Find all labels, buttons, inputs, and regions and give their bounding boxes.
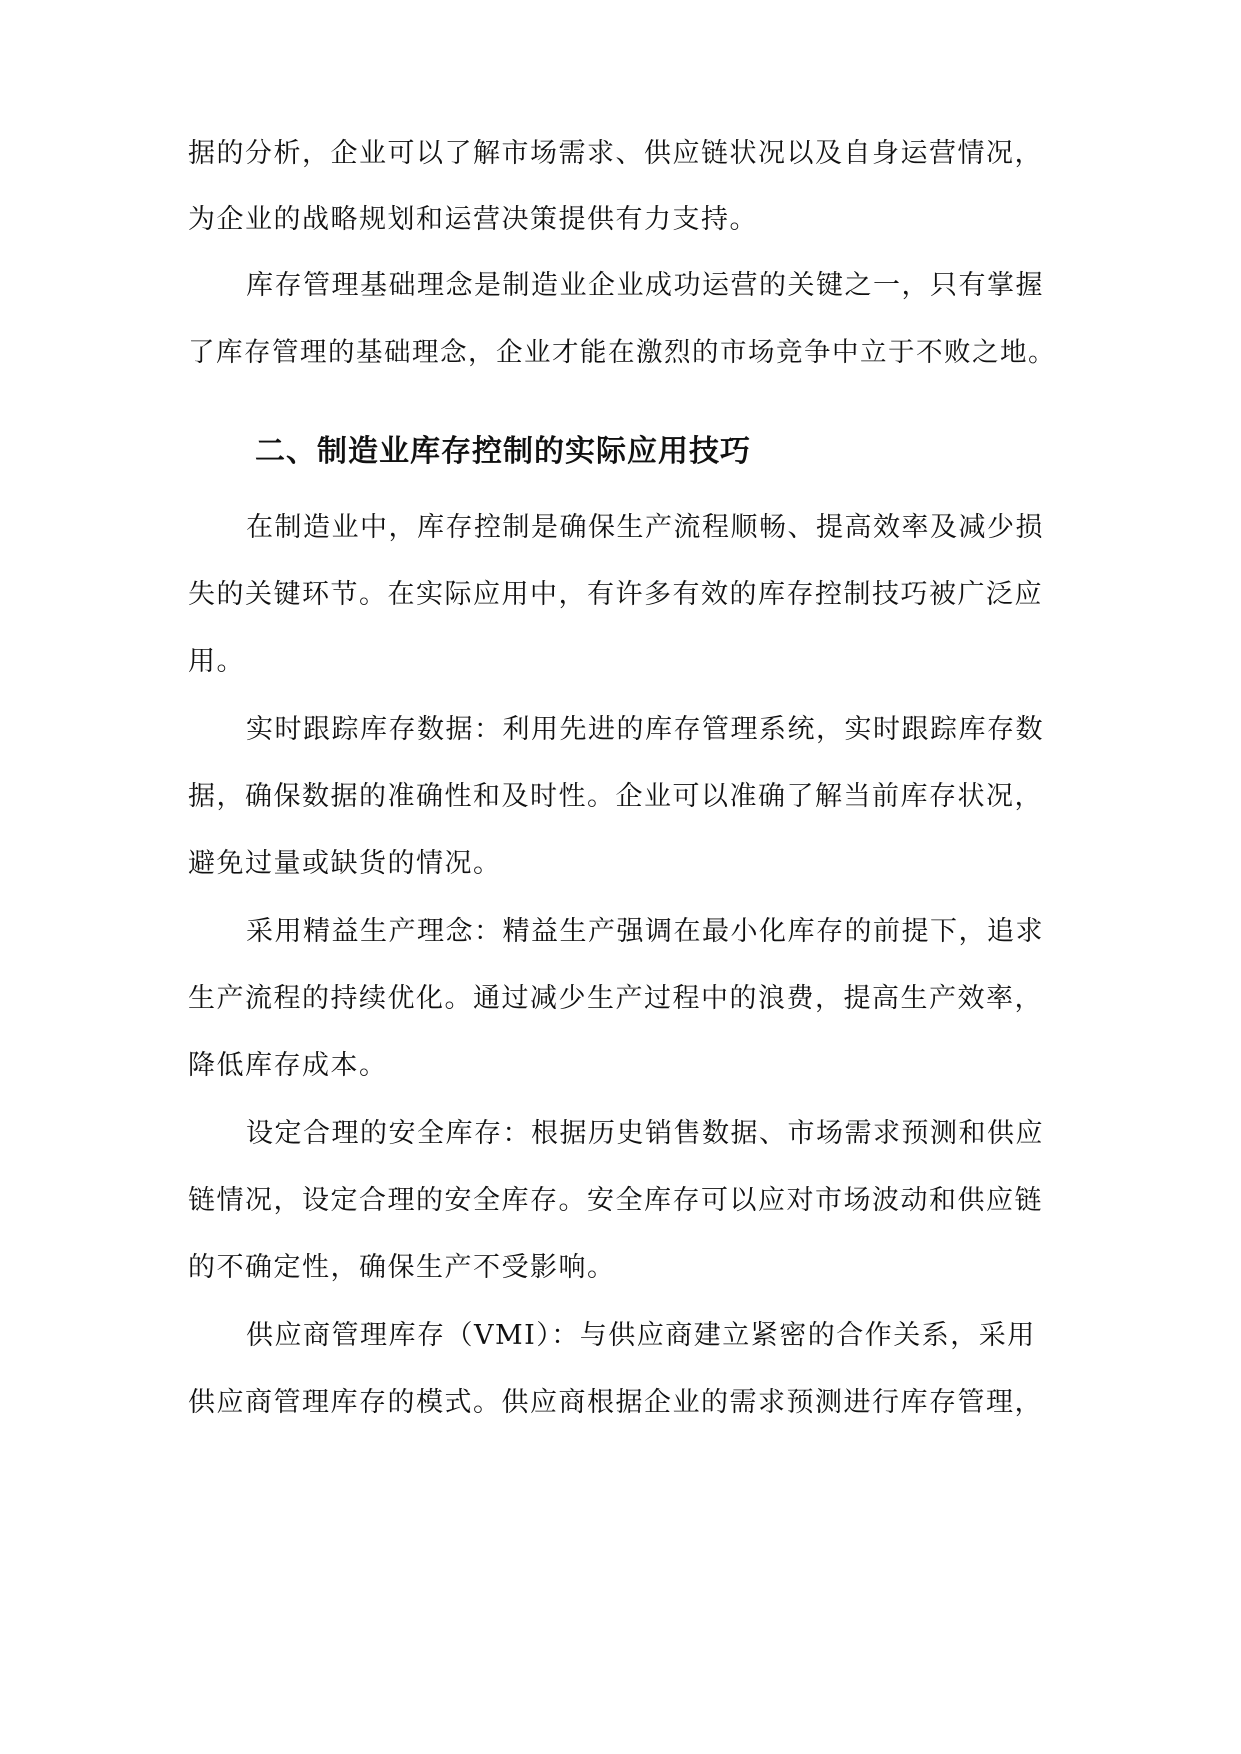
paragraph-line: 避免过量或缺货的情况。 [188,848,502,879]
paragraph-line: 链情况，设定合理的安全库存。安全库存可以应对市场波动和供应链 [188,1185,1043,1216]
paragraph-line: 了库存管理的基础理念，企业才能在激烈的市场竞争中立于不败之地。 [188,337,1056,368]
section-heading: 二、制造业库存控制的实际应用技巧 [255,434,751,469]
paragraph-line: 失的关键环节。在实际应用中，有许多有效的库存控制技巧被广泛应 [188,579,1043,610]
paragraph-line: 生产流程的持续优化。通过减少生产过程中的浪费，提高生产效率， [188,983,1043,1014]
paragraph-line: 采用精益生产理念：精益生产强调在最小化库存的前提下，追求 [246,916,1044,947]
paragraph-line: 库存管理基础理念是制造业企业成功运营的关键之一，只有掌握 [246,270,1044,301]
paragraph-line: 降低库存成本。 [188,1050,388,1081]
paragraph-line: 在制造业中，库存控制是确保生产流程顺畅、提高效率及减少损 [246,512,1044,543]
paragraph-line: 据，确保数据的准确性和及时性。企业可以准确了解当前库存状况， [188,781,1043,812]
paragraph-line: 供应商管理库存（VMI）：与供应商建立紧密的合作关系，采用 [246,1320,1036,1351]
paragraph-line: 据的分析，企业可以了解市场需求、供应链状况以及自身运营情况， [188,138,1043,169]
paragraph-line: 实时跟踪库存数据：利用先进的库存管理系统，实时跟踪库存数 [246,714,1044,745]
paragraph-line: 设定合理的安全库存：根据历史销售数据、市场需求预测和供应 [246,1118,1044,1149]
paragraph-line: 供应商管理库存的模式。供应商根据企业的需求预测进行库存管理， [188,1387,1043,1418]
paragraph-line: 为企业的战略规划和运营决策提供有力支持。 [188,204,758,235]
paragraph-line: 的不确定性，确保生产不受影响。 [188,1252,616,1283]
paragraph-line: 用。 [188,646,245,677]
